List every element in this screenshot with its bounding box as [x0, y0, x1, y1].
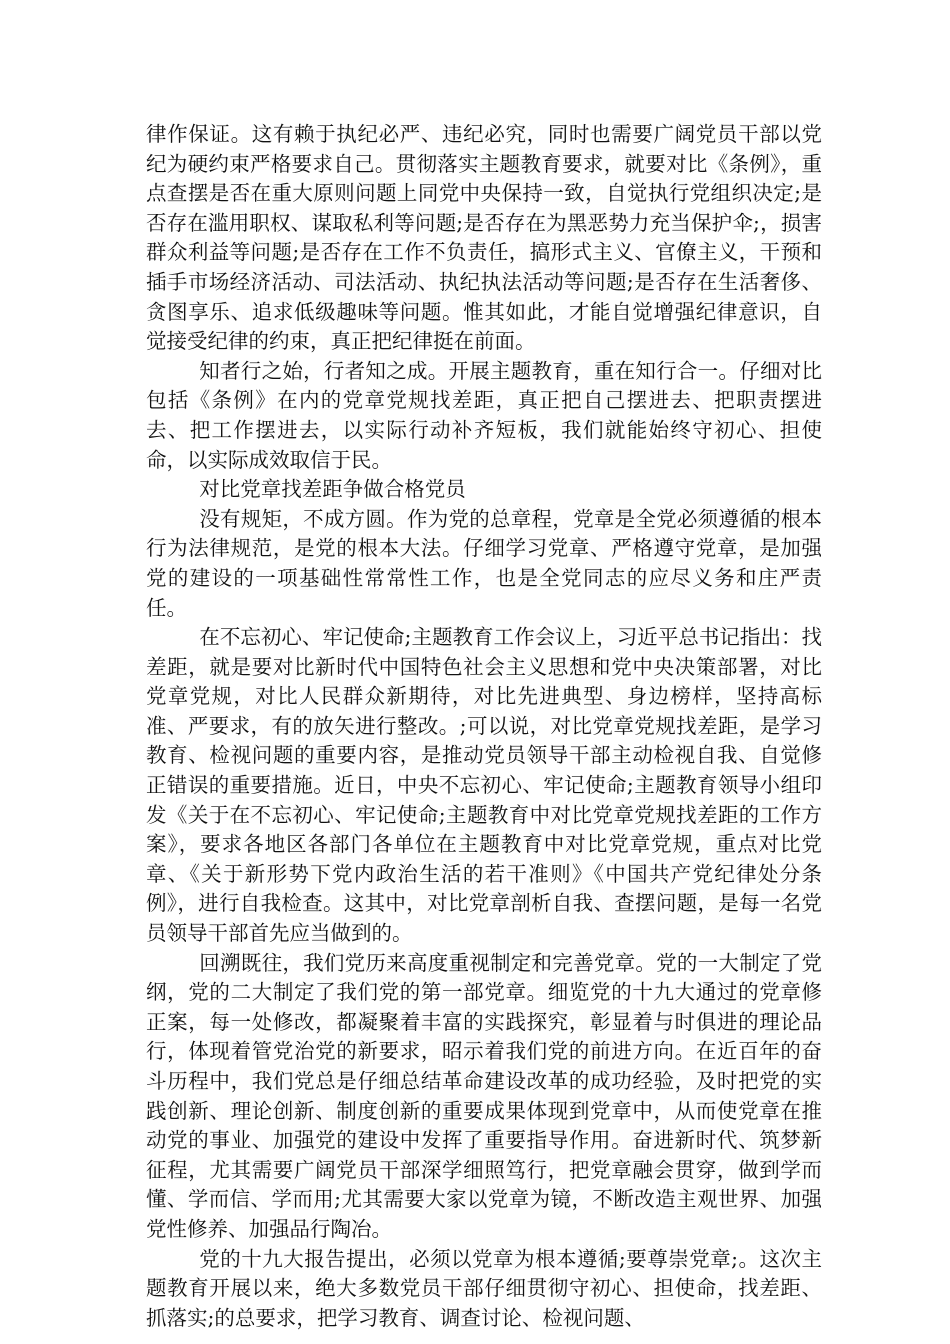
paragraph-nineteenth-congress: 党的十九大报告提出，必须以党章为根本遵循;要尊崇党章;。这次主题教育开展以来，绝大多数党员干部仔细贯彻守初心、担使命，找差距、抓落实;的总要求，把学习教育、调查讨论、检视问题、 — [146, 1246, 822, 1330]
paragraph-find-gaps: 在不忘初心、牢记使命;主题教育工作会议上，习近平总书记指出：找差距，就是要对比新时代中国特色社会主义思想和党中央决策部署，对比党章党规，对比人民群众新期待，对比先进典型、身边榜样，坚持高标准、严要求，有的放矢进行整改。;可以说，对比党章党规找差距，是学习教育、检视问题的重要内容，是推动党员领导干部主动检视自我、自觉修正错误的重要措施。近日，中央不忘初心、牢记使命;主题教育领导小组印发《关于在不忘初心、牢记使命;主题教育中对比党章党规找差距的工作方案》，要求各地区各部门各单位在主题教育中对比党章党规，重点对比党章、《关于新形势下党内政治生活的若干准则》《中国共产党纪律处分条例》，进行自我检查。这其中，对比党章剖析自我、查摆问题，是每一名党员领导干部首先应当做到的。 — [146, 625, 822, 946]
section-heading: 对比党章找差距争做合格党员 — [199, 477, 466, 502]
paragraph-discipline: 律作保证。这有赖于执纪必严、违纪必究，同时也需要广阔党员干部以党纪为硬约束严格要求自己。贯彻落实主题教育要求，就要对比《条例》，重点查摆是否在重大原则问题上同党中央保持一致，自觉执行党组织决定;是否存在滥用职权、谋取私利等问题;是否存在为黑恶势力充当保护伞;，损害群众利益等问题;是否存在工作不负责任，搞形式主义、官僚主义，干预和插手市场经济活动、司法活动、执纪执法活动等问题;是否存在生活奢侈、贪图享乐、追求低级趣味等问题。惟其如此，才能自觉增强纪律意识，自觉接受纪律的约束，真正把纪律挺在前面。 — [146, 122, 822, 354]
document-body — [146, 120, 822, 1333]
paragraph-rules: 没有规矩，不成方圆。作为党的总章程，党章是全党必须遵循的根本行为法律规范，是党的根本大法。仔细学习党章、严格遵守党章，是加强党的建设的一项基础性常常性工作，也是全党同志的应尽义务和庄严责任。 — [146, 506, 822, 620]
paragraph-history: 回溯既往，我们党历来高度重视制定和完善党章。党的一大制定了党纲，党的二大制定了我们党的第一部党章。细览党的十九大通过的党章修正案，每一处修改，都凝聚着丰富的实践探究，彰显着与时俱进的理论品行，体现着管党治党的新要求，昭示着我们党的前进方向。在近百年的奋斗历程中，我们党总是仔细总结革命建设改革的成功经验，及时把党的实践创新、理论创新、制度创新的重要成果体现到党章中，从而使党章在推动党的事业、加强党的建设中发挥了重要指导作用。奋进新时代、筑梦新征程，尤其需要广阔党员干部深学细照笃行，把党章融会贯穿，做到学而懂、学而信、学而用;尤其需要大家以党章为镜，不断改造主观世界、加强党性修养、加强品行陶冶。 — [146, 950, 822, 1241]
paragraph-knowledge-action: 知者行之始，行者知之成。开展主题教育，重在知行合一。仔细对比包括《条例》在内的党章党规找差距，真正把自己摆进去、把职责摆进去、把工作摆进去，以实际行动补齐短板，我们就能始终守初心、担使命，以实际成效取信于民。 — [146, 358, 822, 472]
